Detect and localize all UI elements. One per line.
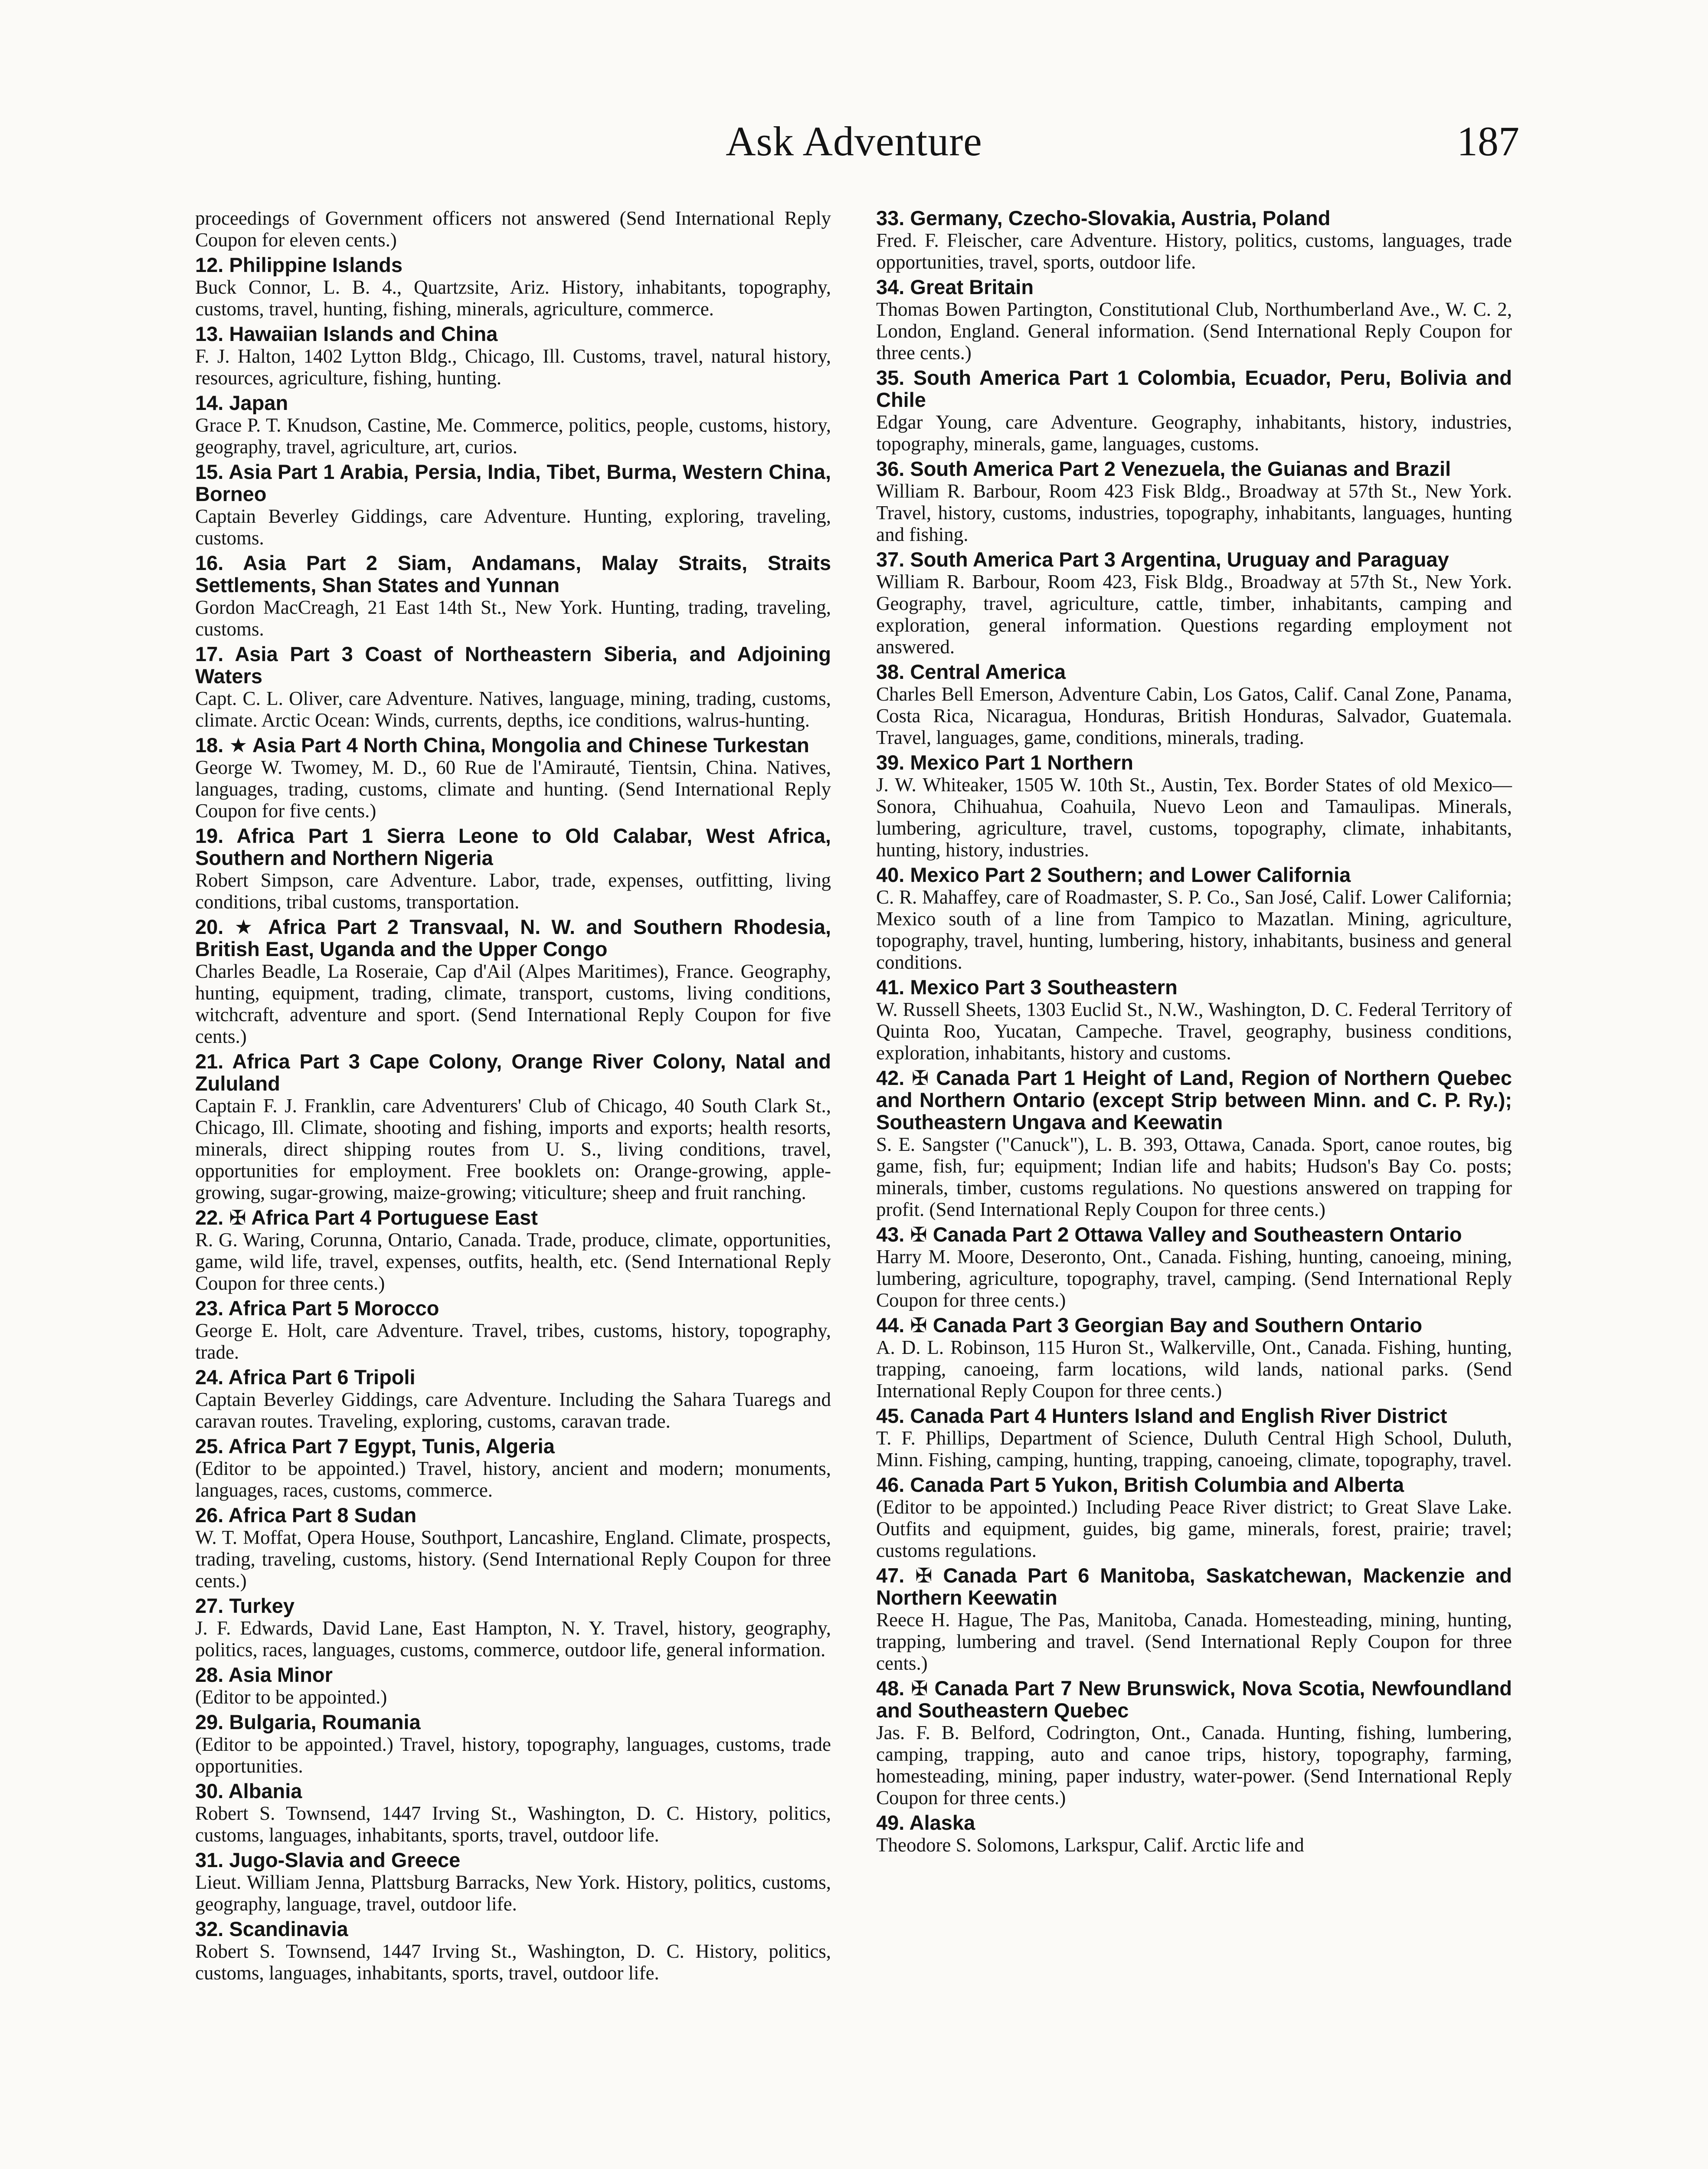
page-title: Ask Adventure bbox=[726, 118, 982, 164]
entry-body: C. R. Mahaffey, care of Roadmaster, S. P. Co., San José, Calif. Lower California; Mexico south of a line from Tampico to Mazatlan. Mining, agriculture, topography, travel, hunting, lumbering, history, inhabitants, business and general conditions. bbox=[876, 886, 1512, 973]
entry-heading: 45. Canada Part 4 Hunters Island and English River District bbox=[876, 1404, 1447, 1427]
page-number: 187 bbox=[1457, 118, 1519, 164]
entry-body: Harry M. Moore, Deseronto, Ont., Canada. Fishing, hunting, canoeing, mining, lumbering, agriculture, topography, travel, camping. (Send International Reply Coupon for three cents.) bbox=[876, 1246, 1512, 1311]
entry-heading: 41. Mexico Part 3 Southeastern bbox=[876, 976, 1178, 999]
entry-heading: 36. South America Part 2 Venezuela, the Guianas and Brazil bbox=[876, 457, 1451, 480]
directory-entry bbox=[876, 1405, 1512, 1471]
directory-entry bbox=[195, 254, 831, 320]
entry-body: Robert S. Townsend, 1447 Irving St., Washington, D. C. History, politics, customs, languages, inhabitants, sports, travel, outdoor life. bbox=[195, 1802, 831, 1846]
entry-heading: 24. Africa Part 6 Tripoli bbox=[195, 1366, 416, 1389]
directory-entry bbox=[876, 1678, 1512, 1809]
entry-body: W. Russell Sheets, 1303 Euclid St., N.W., Washington, D. C. Federal Territory of Quinta Roo, Yucatan, Campeche. Travel, geography, business conditions, exploration, inhabitants, history and customs. bbox=[876, 999, 1512, 1064]
entry-body: A. D. L. Robinson, 115 Huron St., Walkerville, Ont., Canada. Fishing, hunting, trapping, canoeing, farm locations, wild lands, national parks. (Send International Reply Coupon for three cents.) bbox=[876, 1337, 1512, 1402]
directory-entry bbox=[195, 1366, 831, 1432]
entry-body: George W. Twomey, M. D., 60 Rue de l'Amirauté, Tientsin, China. Natives, languages, trading, customs, climate and hunting. (Send International Reply Coupon for five cents.) bbox=[195, 757, 831, 822]
entry-body: J. W. Whiteaker, 1505 W. 10th St., Austin, Tex. Border States of old Mexico—Sonora, Chihuahua, Coahuila, Nuevo Leon and Tamaulipas. Minerals, lumbering, agriculture, travel, customs, topography, climate, inhabitants, hunting, history, industries. bbox=[876, 774, 1512, 861]
entry-heading: 37. South America Part 3 Argentina, Uruguay and Paraguay bbox=[876, 548, 1449, 571]
directory-entry bbox=[876, 207, 1512, 273]
entry-heading: 38. Central America bbox=[876, 660, 1066, 683]
directory-entry bbox=[876, 752, 1512, 861]
entry-body: Jas. F. B. Belford, Codrington, Ont., Canada. Hunting, fishing, lumbering, camping, trapping, auto and canoe trips, history, topography, farming, homesteading, mining, paper industry, water-power. (Send International Reply Coupon for three cents.) bbox=[876, 1722, 1512, 1809]
directory-entry bbox=[195, 643, 831, 731]
directory-entry bbox=[195, 392, 831, 458]
entry-heading: 39. Mexico Part 1 Northern bbox=[876, 751, 1133, 774]
entry-heading: 47. ✠ Canada Part 6 Manitoba, Saskatchewan, Mackenzie and Northern Keewatin bbox=[876, 1564, 1512, 1609]
entry-body: Robert Simpson, care Adventure. Labor, trade, expenses, outfitting, living conditions, tribal customs, transportation. bbox=[195, 869, 831, 913]
entry-heading: 27. Turkey bbox=[195, 1594, 295, 1617]
directory-entry bbox=[195, 825, 831, 913]
entry-body: Theodore S. Solomons, Larkspur, Calif. Arctic life and bbox=[876, 1834, 1304, 1856]
entry-body: Buck Connor, L. B. 4., Quartzsite, Ariz. History, inhabitants, topography, customs, travel, hunting, fishing, minerals, agriculture, commerce. bbox=[195, 276, 831, 320]
directory-entry bbox=[195, 1435, 831, 1501]
directory-entry bbox=[876, 1474, 1512, 1561]
directory-entry bbox=[195, 1595, 831, 1661]
entry-body: Reece H. Hague, The Pas, Manitoba, Canada. Homesteading, mining, hunting, trapping, lumbering and travel. (Send International Reply Coupon for three cents.) bbox=[876, 1609, 1512, 1674]
entry-body: proceedings of Government officers not answered (Send International Reply Coupon for eleven cents.) bbox=[195, 207, 831, 251]
directory-entry bbox=[195, 323, 831, 389]
entry-heading: 12. Philippine Islands bbox=[195, 253, 402, 276]
directory-entry bbox=[195, 734, 831, 822]
directory-entry bbox=[195, 1849, 831, 1915]
entry-heading: 33. Germany, Czecho-Slovakia, Austria, Poland bbox=[876, 206, 1331, 229]
entry-body: Grace P. T. Knudson, Castine, Me. Commerce, politics, people, customs, history, geography, travel, agriculture, art, curios. bbox=[195, 414, 831, 458]
entry-heading: 17. Asia Part 3 Coast of Northeastern Siberia, and Adjoining Waters bbox=[195, 642, 831, 688]
entry-body: W. T. Moffat, Opera House, Southport, Lancashire, England. Climate, prospects, trading, traveling, customs, history. (Send International Reply Coupon for three cents.) bbox=[195, 1527, 831, 1592]
directory-entry bbox=[876, 549, 1512, 658]
directory-entry bbox=[195, 1664, 831, 1708]
entry-heading: 25. Africa Part 7 Egypt, Tunis, Algeria bbox=[195, 1435, 555, 1458]
directory-entry bbox=[876, 661, 1512, 748]
entry-heading: 44. ✠ Canada Part 3 Georgian Bay and Southern Ontario bbox=[876, 1314, 1423, 1337]
entry-body: T. F. Phillips, Department of Science, Duluth Central High School, Duluth, Minn. Fishing, camping, hunting, trapping, canoeing, climate, topography, travel. bbox=[876, 1427, 1512, 1471]
entry-body: (Editor to be appointed.) Including Peace River district; to Great Slave Lake. Outfits and equipment, guides, big game, minerals, forest, prairie; travel; customs regulations. bbox=[876, 1496, 1512, 1561]
entry-body: Fred. F. Fleischer, care Adventure. History, politics, customs, languages, trade opportunities, travel, sports, outdoor life. bbox=[876, 229, 1512, 273]
directory-entry bbox=[195, 1780, 831, 1846]
directory-entry bbox=[195, 461, 831, 549]
directory-entry bbox=[876, 1565, 1512, 1674]
entry-body: Robert S. Townsend, 1447 Irving St., Washington, D. C. History, politics, customs, languages, inhabitants, sports, travel, outdoor life. bbox=[195, 1940, 831, 1984]
entry-body: Charles Beadle, La Roseraie, Cap d'Ail (Alpes Maritimes), France. Geography, hunting, equipment, trading, climate, transport, customs, living conditions, witchcraft, adventure and sport. (Send International Reply Coupon for five cents.) bbox=[195, 960, 831, 1047]
entry-body: Charles Bell Emerson, Adventure Cabin, Los Gatos, Calif. Canal Zone, Panama, Costa Rica, Nicaragua, Honduras, British Honduras, Salvador, Guatemala. Travel, languages, game, conditions, minerals, trading. bbox=[876, 683, 1512, 748]
entry-body: Captain F. J. Franklin, care Adventurers' Club of Chicago, 40 South Clark St., Chicago, Ill. Climate, shooting and fishing, imports and exports; health resorts, minerals, direct shipping routes from U. S., living conditions, travel, opportunities for employment. Free booklets on: Orange-growing, apple-growing, sugar-growing, maize-growing; viticulture; sheep and fruit ranching. bbox=[195, 1095, 831, 1203]
directory-entry bbox=[876, 1224, 1512, 1311]
entry-body: R. G. Waring, Corunna, Ontario, Canada. Trade, produce, climate, opportunities, game, wild life, travel, expenses, outfits, health, etc. (Send International Reply Coupon for three cents.) bbox=[195, 1229, 831, 1294]
directory-entry bbox=[195, 552, 831, 640]
entry-body: (Editor to be appointed.) Travel, history, topography, languages, customs, trade opportunities. bbox=[195, 1733, 831, 1777]
entry-heading: 23. Africa Part 5 Morocco bbox=[195, 1297, 439, 1320]
entry-heading: 32. Scandinavia bbox=[195, 1917, 348, 1940]
directory-entry bbox=[876, 1812, 1512, 1856]
entry-body: (Editor to be appointed.) bbox=[195, 1686, 387, 1708]
entry-heading: 49. Alaska bbox=[876, 1811, 975, 1834]
entry-heading: 31. Jugo-Slavia and Greece bbox=[195, 1848, 461, 1871]
entry-heading: 43. ✠ Canada Part 2 Ottawa Valley and Southeastern Ontario bbox=[876, 1223, 1462, 1246]
directory-entry bbox=[876, 367, 1512, 455]
entry-heading: 13. Hawaiian Islands and China bbox=[195, 322, 498, 345]
entry-body: Gordon MacCreagh, 21 East 14th St., New York. Hunting, trading, traveling, customs. bbox=[195, 596, 831, 640]
directory-entry bbox=[876, 1314, 1512, 1402]
entry-heading: 15. Asia Part 1 Arabia, Persia, India, Tibet, Burma, Western China, Borneo bbox=[195, 460, 831, 505]
entry-heading: 19. Africa Part 1 Sierra Leone to Old Calabar, West Africa, Southern and Northern Nigeria bbox=[195, 824, 831, 869]
entry-body: George E. Holt, care Adventure. Travel, tribes, customs, history, topography, trade. bbox=[195, 1320, 831, 1363]
directory-entry bbox=[195, 1918, 831, 1984]
directory-entry bbox=[876, 976, 1512, 1064]
directory-entry bbox=[195, 207, 831, 251]
entry-body: F. J. Halton, 1402 Lytton Bldg., Chicago, Ill. Customs, travel, natural history, resources, agriculture, fishing, hunting. bbox=[195, 345, 831, 389]
entry-heading: 29. Bulgaria, Roumania bbox=[195, 1710, 421, 1733]
entry-body: Captain Beverley Giddings, care Adventure. Including the Sahara Tuaregs and caravan routes. Traveling, exploring, customs, caravan trade. bbox=[195, 1389, 831, 1432]
entry-heading: 28. Asia Minor bbox=[195, 1663, 333, 1686]
entry-body: William R. Barbour, Room 423 Fisk Bldg., Broadway at 57th St., New York. Travel, history, customs, industries, topography, inhabitants, languages, hunting and fishing. bbox=[876, 480, 1512, 545]
entry-heading: 21. Africa Part 3 Cape Colony, Orange River Colony, Natal and Zululand bbox=[195, 1050, 831, 1095]
entry-body: William R. Barbour, Room 423, Fisk Bldg., Broadway at 57th St., New York. Geography, travel, agriculture, cattle, timber, inhabitants, camping and exploration, general information. Questions regarding employment not answered. bbox=[876, 571, 1512, 658]
entry-body: Captain Beverley Giddings, care Adventure. Hunting, exploring, traveling, customs. bbox=[195, 505, 831, 549]
entry-body: Capt. C. L. Oliver, care Adventure. Natives, language, mining, trading, customs, climate. Arctic Ocean: Winds, currents, depths, ice conditions, walrus-hunting. bbox=[195, 688, 831, 731]
entry-heading: 16. Asia Part 2 Siam, Andamans, Malay Straits, Straits Settlements, Shan States and Yunnan bbox=[195, 551, 831, 596]
entry-heading: 42. ✠ Canada Part 1 Height of Land, Region of Northern Quebec and Northern Ontario (except Strip between Minn. and C. P. Ry.); Southeastern Ungava and Keewatin bbox=[876, 1066, 1512, 1134]
entry-heading: 48. ✠ Canada Part 7 New Brunswick, Nova Scotia, Newfoundland and Southeastern Quebec bbox=[876, 1677, 1512, 1722]
directory-entry bbox=[195, 1297, 831, 1363]
entry-body: J. F. Edwards, David Lane, East Hampton, N. Y. Travel, history, geography, politics, races, languages, customs, commerce, outdoor life, general information. bbox=[195, 1617, 831, 1661]
directory-entry bbox=[876, 1067, 1512, 1220]
directory-entry bbox=[876, 276, 1512, 364]
directory-entry bbox=[195, 1051, 831, 1203]
directory-entry bbox=[195, 1504, 831, 1592]
entry-heading: 20. ★ Africa Part 2 Transvaal, N. W. and Southern Rhodesia, British East, Uganda and the Upper Congo bbox=[195, 915, 831, 960]
page-header bbox=[0, 117, 1708, 178]
entry-heading: 18. ★ Asia Part 4 North China, Mongolia and Chinese Turkestan bbox=[195, 734, 809, 757]
entry-heading: 26. Africa Part 8 Sudan bbox=[195, 1504, 417, 1527]
right-column bbox=[876, 207, 1512, 1856]
directory-entry bbox=[195, 916, 831, 1047]
entry-heading: 22. ✠ Africa Part 4 Portuguese East bbox=[195, 1206, 538, 1229]
entry-body: Edgar Young, care Adventure. Geography, inhabitants, history, industries, topography, minerals, game, languages, customs. bbox=[876, 411, 1512, 455]
entry-body: Lieut. William Jenna, Plattsburg Barracks, New York. History, politics, customs, geography, language, travel, outdoor life. bbox=[195, 1871, 831, 1915]
directory-entry bbox=[876, 864, 1512, 973]
directory-entry bbox=[195, 1711, 831, 1777]
entry-heading: 34. Great Britain bbox=[876, 275, 1034, 298]
left-column bbox=[195, 207, 831, 1984]
entry-heading: 14. Japan bbox=[195, 391, 288, 414]
entry-body: Thomas Bowen Partington, Constitutional Club, Northumberland Ave., W. C. 2, London, England. General information. (Send International Reply Coupon for three cents.) bbox=[876, 298, 1512, 364]
entry-heading: 35. South America Part 1 Colombia, Ecuador, Peru, Bolivia and Chile bbox=[876, 366, 1512, 411]
entry-body: (Editor to be appointed.) Travel, history, ancient and modern; monuments, languages, races, customs, commerce. bbox=[195, 1458, 831, 1501]
entry-heading: 30. Albania bbox=[195, 1779, 302, 1802]
entry-heading: 46. Canada Part 5 Yukon, British Columbia and Alberta bbox=[876, 1473, 1404, 1496]
directory-entry bbox=[876, 458, 1512, 545]
directory-entry bbox=[195, 1207, 831, 1294]
entry-heading: 40. Mexico Part 2 Southern; and Lower California bbox=[876, 863, 1351, 886]
entry-body: S. E. Sangster ("Canuck"), L. B. 393, Ottawa, Canada. Sport, canoe routes, big game, fish, fur; equipment; Indian life and habits; Hudson's Bay Co. posts; minerals, timber, customs regulations. No questions answered on trapping for profit. (Send International Reply Coupon for three cents.) bbox=[876, 1134, 1512, 1220]
